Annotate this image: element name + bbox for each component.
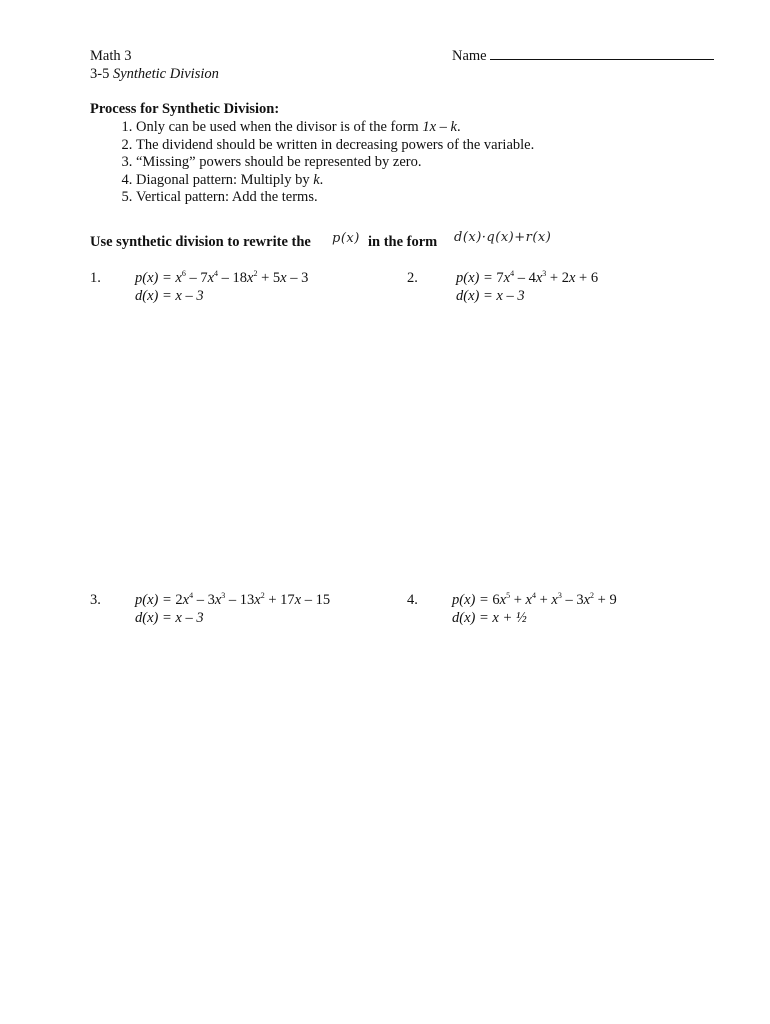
step-5: 5. Vertical pattern: Add the terms.	[136, 189, 534, 207]
instruction-mid: in the form	[368, 234, 438, 250]
problem-2-divisor: d(x) = x – 3	[456, 288, 525, 304]
course-label: Math 3	[90, 48, 132, 64]
name-field[interactable]	[452, 48, 714, 65]
problem-3-number: 3.	[90, 592, 101, 608]
problem-1-dividend: $p(x) = x^6 - 7x^4 - 18x^2 + 5x - 3$	[135, 269, 309, 286]
name-label: Name	[452, 48, 487, 64]
problem-1-divisor: d(x) = x – 3	[135, 288, 204, 304]
step-1: 1. Only can be used when the divisor is of the form 1x – k.	[136, 119, 534, 137]
instruction-form: d(x)·q(x)+r(x)	[454, 230, 552, 245]
instruction-px: p(x)	[332, 231, 360, 246]
problem-3-divisor: d(x) = x – 3	[135, 610, 204, 626]
step-3: 3. “Missing” powers should be represented by zero.	[136, 154, 534, 172]
name-blank-line[interactable]	[490, 48, 714, 60]
problem-4-divisor: d(x) = x + ½	[452, 610, 527, 626]
problem-4-dividend: $p(x) = 6x^5 + x^4 + x^3 - 3x^2 + 9$	[452, 591, 617, 608]
process-title: Process for Synthetic Division:	[90, 101, 280, 117]
problem-4-number: 4.	[407, 592, 418, 608]
section-title: Synthetic Division	[112, 66, 219, 82]
problem-1-number: 1.	[90, 270, 101, 286]
instruction-text: Use synthetic division to rewrite the	[90, 234, 311, 250]
step-4: 4. Diagonal pattern: Multiply by k.	[136, 172, 534, 190]
section-heading	[90, 66, 219, 83]
step-2: 2. The dividend should be written in decreasing powers of the variable.	[136, 137, 534, 155]
problem-2-dividend: $p(x) = 7x^4 - 4x^3 + 2x + 6$	[456, 269, 599, 286]
problem-2-number: 2.	[407, 270, 418, 286]
problem-3-dividend: $p(x) = 2x^4 - 3x^3 - 13x^2 + 17x - 15$	[135, 591, 331, 608]
process-steps	[112, 119, 534, 207]
section-number: 3-5	[90, 66, 110, 82]
